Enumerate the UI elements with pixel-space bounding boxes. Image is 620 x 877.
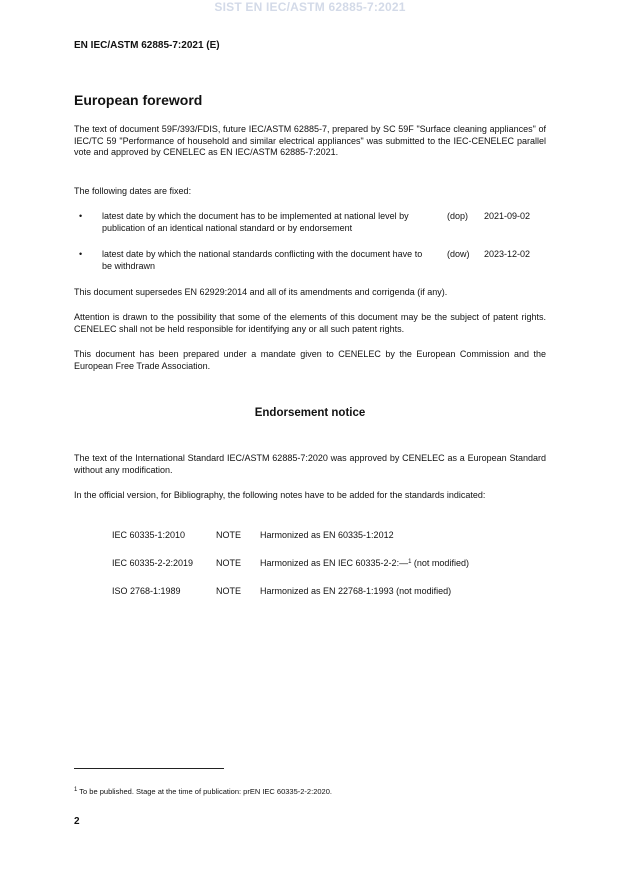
foreword-intro-paragraph: The text of document 59F/393/FDIS, future IEC/ASTM 62885-7, prepared by SC 59F "Surface cleaning appliances" of IEC/TC 59 "Performance of household and similar electrical appliances" was submitted to the IEC-CENELEC parallel vote and approved by CENELEC as EN IEC/ASTM 62885-7:2021.: [74, 124, 546, 157]
bullet-icon: •: [79, 211, 83, 221]
bibliography-intro: In the official version, for Bibliography, the following notes have to be added for the standards indicated:: [74, 490, 486, 500]
date-item-date: 2023-12-02: [484, 249, 531, 259]
footnote-text: To be published. Stage at the time of publication: prEN IEC 60335-2-2:2020.: [79, 787, 332, 796]
bullet-icon: •: [79, 249, 83, 259]
note-standard: IEC 60335-2-2:2019: [112, 558, 194, 568]
endorsement-heading: Endorsement notice: [254, 407, 366, 419]
foreword-heading: European foreword: [74, 92, 203, 108]
note-text: Harmonized as EN 60335-1:2012: [260, 530, 394, 540]
note-text: Harmonized as EN 22768-1:1993 (not modified): [260, 586, 452, 596]
note-standard: ISO 2768-1:1989: [112, 586, 181, 596]
date-item-text: latest date by which the document has to be implemented at national level by publication of an identical national standard or by endorsement: [102, 211, 409, 233]
date-item-code: (dow): [447, 249, 470, 259]
watermark: SIST EN IEC/ASTM 62885-7:2021: [214, 0, 406, 14]
footnote: [74, 787, 332, 796]
page-number: 2: [74, 816, 80, 827]
dates-intro: The following dates are fixed:: [74, 186, 192, 196]
document-id-header: EN IEC/ASTM 62885-7:2021 (E): [74, 40, 220, 51]
footnote-separator: [74, 768, 224, 769]
footnote-reference: 1: [408, 559, 412, 565]
note-standard: IEC 60335-1:2010: [112, 530, 186, 540]
note-label: NOTE: [216, 558, 242, 568]
mandate-paragraph: This document has been prepared under a mandate given to CENELEC by the European Commission and the European Free Trade Association.: [74, 349, 546, 371]
supersedes-paragraph: This document supersedes EN 62929:2014 and all of its amendments and corrigenda (if any).: [74, 287, 448, 297]
note-label: NOTE: [216, 586, 242, 596]
date-item-text: latest date by which the national standards conflicting with the document have to be withdrawn: [102, 249, 423, 271]
footnote-marker: 1: [74, 787, 78, 793]
note-text: Harmonized as EN IEC 60335-2-2:—$^1$ (not modified): [260, 558, 469, 568]
date-item-date: 2021-09-02: [484, 211, 531, 221]
endorsement-paragraph: The text of the International Standard IEC/ASTM 62885-7:2020 was approved by CENELEC as a European Standard without any modification.: [74, 453, 546, 475]
patent-paragraph: Attention is drawn to the possibility that some of the elements of this document may be the subject of patent rights. CENELEC shall not be held responsible for identifying any or all such patent rights.: [74, 312, 546, 334]
note-label: NOTE: [216, 530, 242, 540]
date-item-code: (dop): [447, 211, 469, 221]
